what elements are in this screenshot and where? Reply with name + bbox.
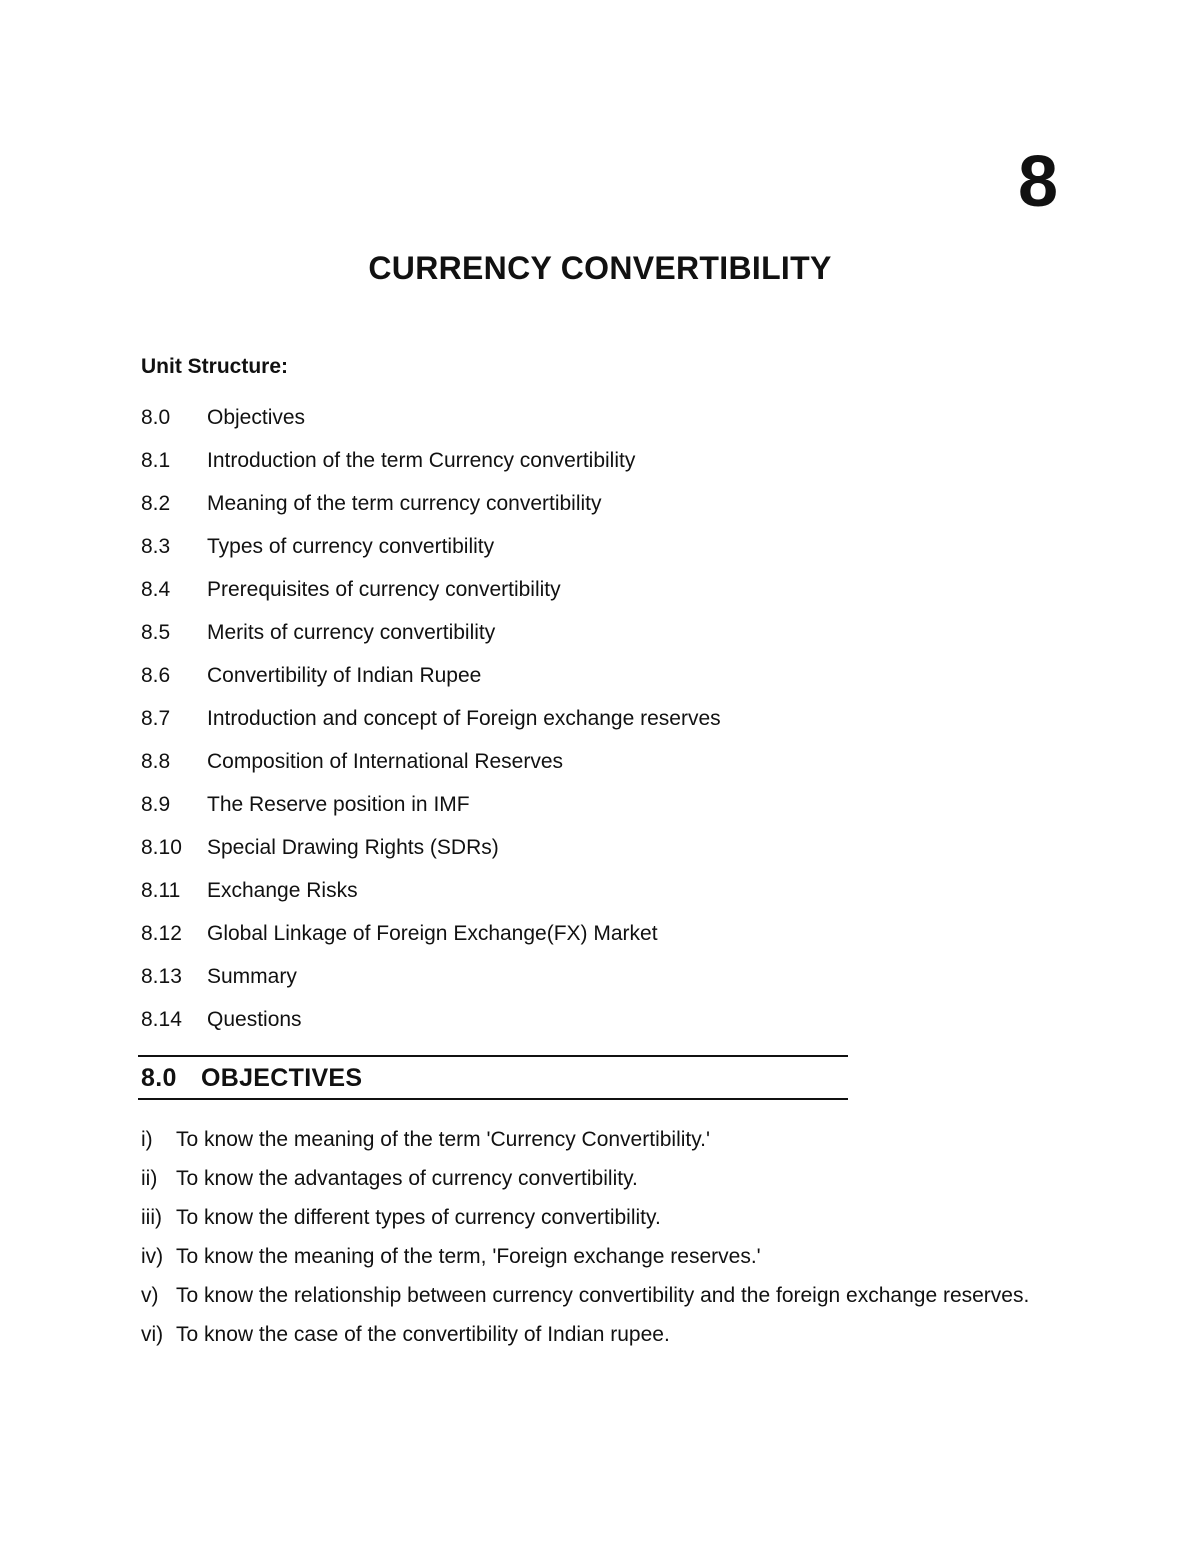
toc-item [141, 396, 721, 439]
toc-item [141, 955, 721, 998]
toc-item [141, 482, 721, 525]
toc-item-label: Global Linkage of Foreign Exchange(FX) Market [207, 921, 658, 945]
toc-item-label: Prerequisites of currency convertibility [207, 577, 561, 601]
toc-item-number: 8.3 [141, 534, 171, 558]
objective-numeral: iv) [141, 1245, 164, 1268]
toc-item-number: 8.6 [141, 663, 171, 687]
toc-item [141, 654, 721, 697]
toc-item-number: 8.4 [141, 577, 171, 601]
toc-item-label: Exchange Risks [207, 878, 358, 902]
objective-item [141, 1321, 1059, 1348]
toc-item-label: Summary [207, 964, 297, 988]
chapter-number: 8 [1017, 142, 1058, 222]
toc-item-number: 8.12 [141, 921, 182, 945]
toc-item [141, 869, 721, 912]
objectives-section-number: 8.0 [141, 1064, 177, 1092]
toc-item-label: Convertibility of Indian Rupee [207, 663, 482, 687]
objective-text: To know the different types of currency convertibility. [176, 1206, 661, 1229]
toc-item-label: Types of currency convertibility [207, 534, 495, 558]
toc-item [141, 611, 721, 654]
chapter-title: CURRENCY CONVERTIBILITY [368, 250, 832, 286]
toc-item-number: 8.1 [141, 448, 171, 472]
objective-numeral: iii) [141, 1206, 162, 1229]
toc-item-number: 8.13 [141, 964, 182, 988]
objective-numeral: vi) [141, 1323, 164, 1346]
objective-text: To know the case of the convertibility of Indian rupee. [176, 1323, 670, 1346]
toc-item [141, 568, 721, 611]
objective-text: To know the meaning of the term 'Currency Convertibility.' [176, 1128, 711, 1151]
objective-item [141, 1204, 1059, 1231]
objectives-list [141, 1126, 1059, 1360]
toc-item-number: 8.0 [141, 405, 171, 429]
toc-item-label: Composition of International Reserves [207, 749, 564, 773]
toc-item-number: 8.9 [141, 792, 171, 816]
toc-item-number: 8.11 [141, 878, 181, 902]
toc-item [141, 525, 721, 568]
toc-item-number: 8.5 [141, 620, 171, 644]
toc-item-label: The Reserve position in IMF [207, 792, 470, 816]
toc-item-number: 8.14 [141, 1007, 182, 1031]
toc-item-number: 8.7 [141, 706, 171, 730]
toc-item [141, 439, 721, 482]
unit-structure-list [141, 396, 721, 1041]
toc-item-number: 8.8 [141, 749, 171, 773]
toc-item-label: Introduction of the term Currency convertibility [207, 448, 636, 472]
section-divider-top [138, 1055, 848, 1057]
objective-text: To know the meaning of the term, 'Foreign exchange reserves.' [176, 1245, 761, 1268]
objective-text: To know the relationship between currency convertibility and the foreign exchange reserves. [176, 1284, 1030, 1307]
toc-item-label: Introduction and concept of Foreign exchange reserves [207, 706, 721, 730]
objective-item [141, 1126, 1059, 1153]
objective-numeral: ii) [141, 1167, 158, 1190]
objective-item [141, 1282, 1059, 1309]
toc-item [141, 826, 721, 869]
toc-item [141, 697, 721, 740]
section-divider-bottom [138, 1098, 848, 1100]
unit-structure-heading: Unit Structure: [141, 355, 288, 378]
toc-item [141, 740, 721, 783]
toc-item-label: Objectives [207, 405, 306, 429]
objective-text: To know the advantages of currency convertibility. [176, 1167, 638, 1190]
objective-item [141, 1165, 1059, 1192]
toc-item-label: Questions [207, 1007, 302, 1031]
toc-item-label: Special Drawing Rights (SDRs) [207, 835, 499, 859]
toc-item [141, 998, 721, 1041]
toc-item [141, 912, 721, 955]
toc-item-number: 8.2 [141, 491, 171, 515]
toc-item-number: 8.10 [141, 835, 182, 859]
objective-numeral: v) [141, 1284, 159, 1307]
toc-item-label: Merits of currency convertibility [207, 620, 496, 644]
toc-item-label: Meaning of the term currency convertibility [207, 491, 602, 515]
objective-numeral: i) [141, 1128, 153, 1151]
objective-item [141, 1243, 1059, 1270]
toc-item [141, 783, 721, 826]
objectives-section-title: OBJECTIVES [201, 1064, 363, 1092]
objectives-heading [141, 1064, 362, 1093]
